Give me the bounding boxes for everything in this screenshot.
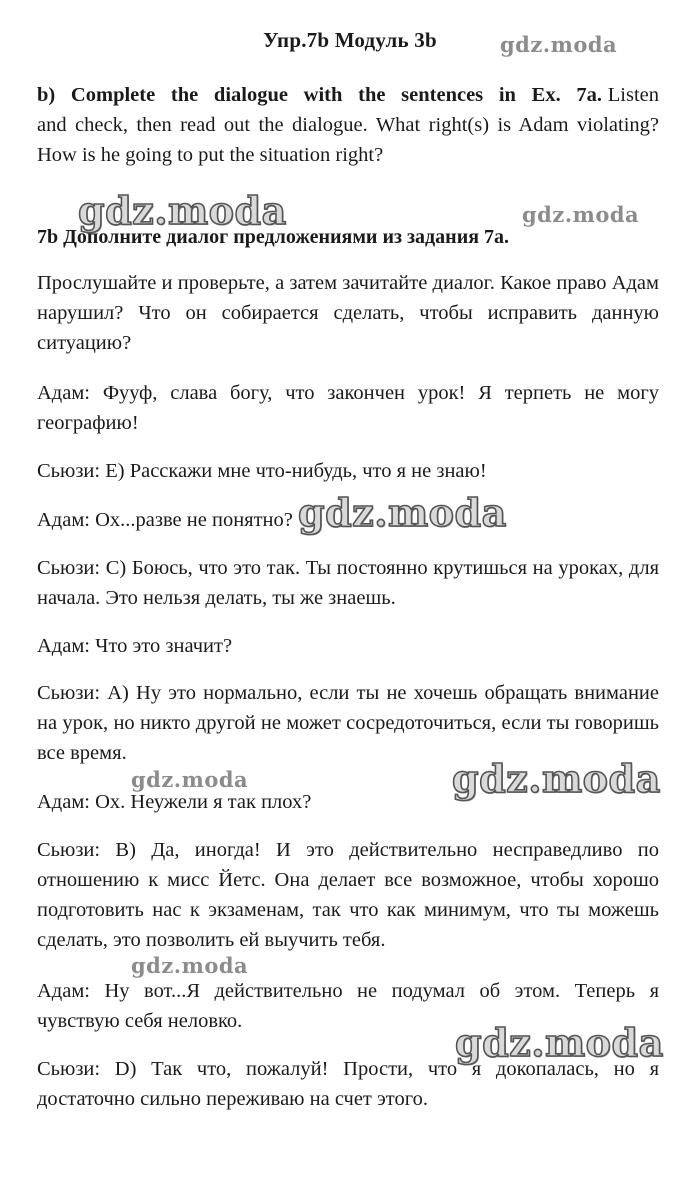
dialogue-line: Адам: Ну вот...Я действительно не подумал об этом. Теперь я чувствую себя неловко. bbox=[37, 980, 659, 1032]
dialogue-line: Адам: Ох...разве не понятно? bbox=[37, 509, 293, 531]
watermark: gdz.moda bbox=[522, 202, 640, 227]
dialogue-line: Сьюзи: B) Да, иногда! И это действительно несправедливо по отношению к мисс Йетс. Она делает все возможное, чтобы хорошо подготовить нас к экзаменам, так что как минимум, что ты можешь сделать, это позволить ей выучить тебя. bbox=[37, 839, 659, 951]
page-title: Упр.7b Модуль 3b bbox=[263, 28, 437, 52]
english-task-heading: b) Complete the dialogue with the sentences in Ex. 7a. bbox=[37, 84, 603, 106]
english-task-text: Listen and check, then read out the dialogue. What right(s) is Adam violating? How is he going to put the situation right? bbox=[37, 84, 659, 166]
watermark: gdz.moda bbox=[500, 32, 618, 57]
watermark: gdz.moda bbox=[452, 756, 661, 801]
russian-task-heading: 7b Дополните диалог предложениями из задания 7a. bbox=[37, 226, 510, 248]
dialogue-line: Адам: Фууф, слава богу, что закончен урок! Я терпеть не могу географию! bbox=[37, 382, 659, 434]
dialogue-line: Адам: Что это значит? bbox=[37, 635, 233, 657]
dialogue-line: Сьюзи: E) Расскажи мне что-нибудь, что я не знаю! bbox=[37, 460, 487, 482]
dialogue-line: Сьюзи: C) Боюсь, что это так. Ты постоянно крутишься на уроках, для начала. Это нельзя делать, ты же знаешь. bbox=[37, 557, 659, 609]
watermark: gdz.moda bbox=[78, 188, 287, 233]
watermark: gdz.moda bbox=[455, 1020, 664, 1065]
russian-task-instruction: Прослушайте и проверьте, а затем зачитайте диалог. Какое право Адам нарушил? Что он собирается сделать, чтобы исправить данную ситуацию? bbox=[37, 272, 659, 354]
watermark: gdz.moda bbox=[131, 767, 249, 792]
dialogue-line: Сьюзи: D) Так что, пожалуй! Прости, что я докопалась, но я достаточно сильно переживаю на счет этого. bbox=[37, 1058, 659, 1110]
dialogue-line: Адам: Ох. Неужели я так плох? bbox=[37, 791, 312, 813]
watermark: gdz.moda bbox=[298, 490, 507, 535]
english-task bbox=[37, 80, 659, 170]
watermark: gdz.moda bbox=[131, 953, 249, 978]
dialogue-line: Сьюзи: A) Ну это нормально, если ты не хочешь обращать внимание на урок, но никто другой не может сосредоточиться, если ты говоришь все время. bbox=[37, 682, 659, 764]
